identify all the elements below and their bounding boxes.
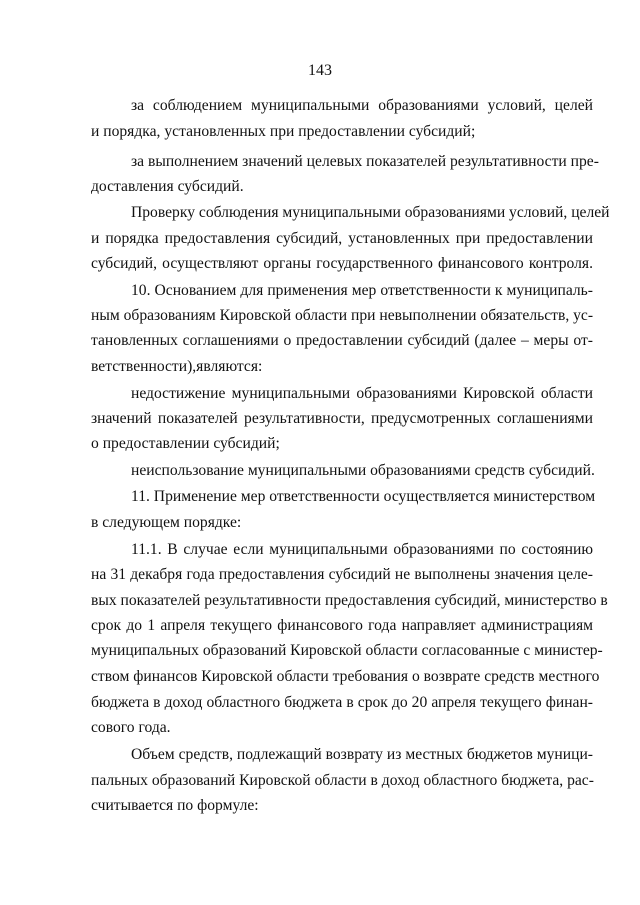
text-line: ветственности),являются: <box>91 358 263 375</box>
text-line: и порядка предоставления субсидий, установленных при предоставлении <box>91 230 593 247</box>
page-number: 143 <box>308 62 332 79</box>
text-line: сового года. <box>91 719 171 736</box>
text-line: доставления субсидий. <box>91 178 244 195</box>
text-line: 11.1. В случае если муниципальными образованиями по состоянию <box>131 541 593 558</box>
text-line: за соблюдением муниципальными образованиями условий, целей <box>131 97 593 114</box>
text-line: недостижение муниципальными образованиями Кировской области <box>131 385 593 402</box>
text-line: за выполнением значений целевых показателей результативности пре- <box>131 153 599 170</box>
text-line: Проверку соблюдения муниципальными образованиями условий, целей <box>131 204 610 221</box>
text-line: 10. Основанием для применения мер ответственности к муниципаль- <box>131 282 593 299</box>
text-line: и порядка, установленных при предоставлении субсидий; <box>91 123 476 140</box>
text-line: неиспользование муниципальными образованиями средств субсидий. <box>131 462 595 479</box>
text-line: субсидий, осуществляют органы государственного финансового контроля. <box>91 255 593 272</box>
text-line: вых показателей результативности предоставления субсидий, министерство в <box>91 592 608 609</box>
text-line: ством финансов Кировской области требования о возврате средств местного <box>91 668 600 685</box>
text-line: 11. Применение мер ответственности осуществляется министерством <box>131 488 596 505</box>
text-line: на 31 декабря года предоставления субсидий не выполнены значения целе- <box>91 566 593 583</box>
text-line: срок до 1 апреля текущего финансового года направляет администрациям <box>91 617 593 634</box>
text-line: тановленных соглашениями о предоставлении субсидий (далее – меры от- <box>91 332 593 349</box>
text-line: в следующем порядке: <box>91 514 242 531</box>
text-line: считывается по формуле: <box>91 797 259 814</box>
text-line: значений показателей результативности, предусмотренных соглашениями <box>91 410 593 427</box>
text-line: ным образованиям Кировской области при невыполнении обязательств, ус- <box>91 307 594 324</box>
text-line: муниципальных образований Кировской области согласованные с министер- <box>91 642 603 659</box>
text-line: Объем средств, подлежащий возврату из местных бюджетов муници- <box>131 746 593 763</box>
text-line: бюджета в доход областного бюджета в срок до 20 апреля текущего финан- <box>91 694 593 711</box>
text-line: о предоставлении субсидий; <box>91 435 280 452</box>
text-line: пальных образований Кировской области в доход областного бюджета, рас- <box>91 772 594 789</box>
